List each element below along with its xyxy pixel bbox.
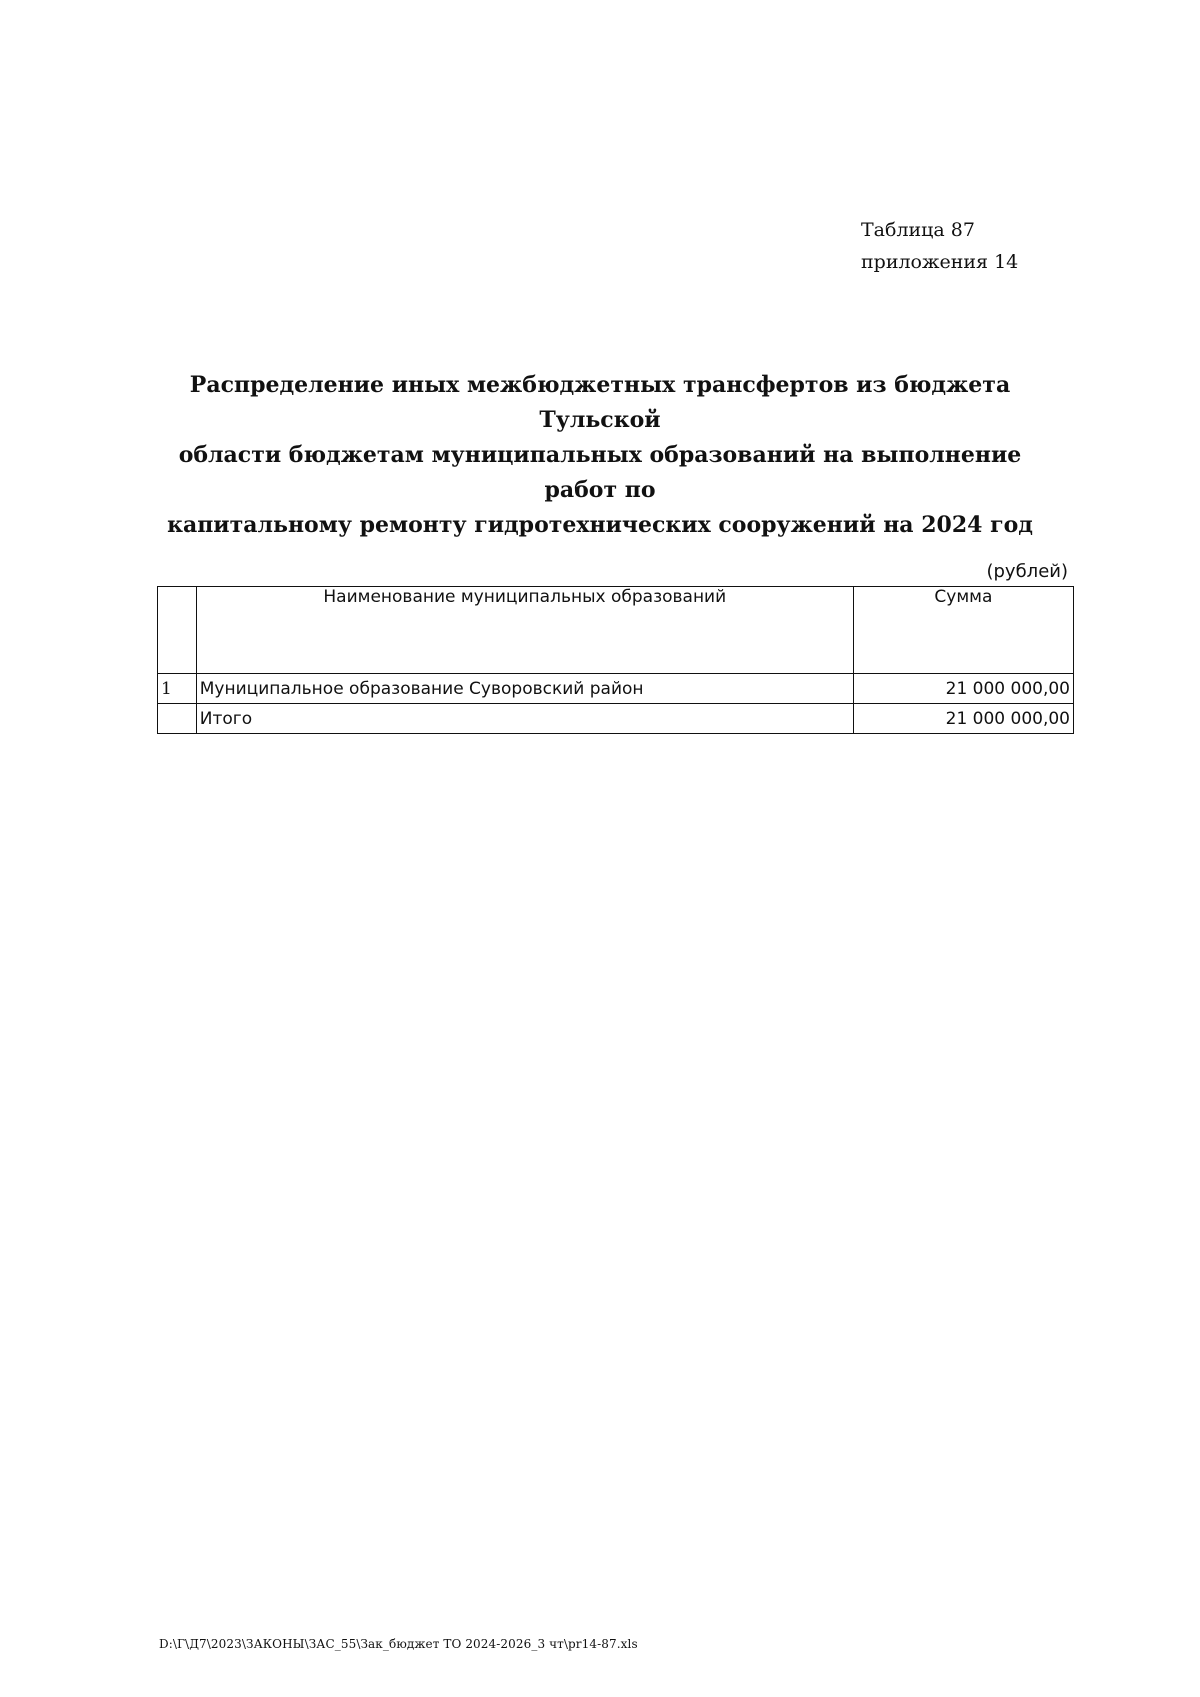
total-sum-cell: 21 000 000,00: [853, 704, 1073, 734]
table-number-label: Таблица 87: [861, 219, 975, 241]
header-number-cell: [158, 587, 197, 674]
document-title: [140, 368, 1060, 543]
appendix-label: приложения 14: [861, 251, 1019, 273]
header-name-cell: Наименование муниципальных образований: [196, 587, 853, 674]
row-sum-cell: 21 000 000,00: [853, 674, 1073, 704]
table-header-row: [158, 587, 1074, 674]
title-line-3: капитальному ремонту гидротехнических сооружений на 2024 год: [167, 512, 1033, 538]
table-row: [158, 674, 1074, 704]
units-label: (рублей): [986, 561, 1068, 582]
total-number-cell: [158, 704, 197, 734]
title-line-2: области бюджетам муниципальных образований на выполнение работ по: [178, 442, 1022, 503]
table-total-row: [158, 704, 1074, 734]
distribution-table: [157, 586, 1074, 734]
table-reference: [861, 214, 1018, 278]
file-path-footer: D:\Г\Д7\2023\ЗАКОНЫ\ЗАС_55\Зак_бюджет ТО 2024-2026_3 чт\pr14-87.xls: [159, 1637, 638, 1651]
row-number-cell: 1: [158, 674, 197, 704]
total-name-cell: Итого: [196, 704, 853, 734]
header-sum-cell: Сумма: [853, 587, 1073, 674]
row-name-cell: Муниципальное образование Суворовский район: [196, 674, 853, 704]
title-line-1: Распределение иных межбюджетных трансфертов из бюджета Тульской: [189, 372, 1011, 433]
